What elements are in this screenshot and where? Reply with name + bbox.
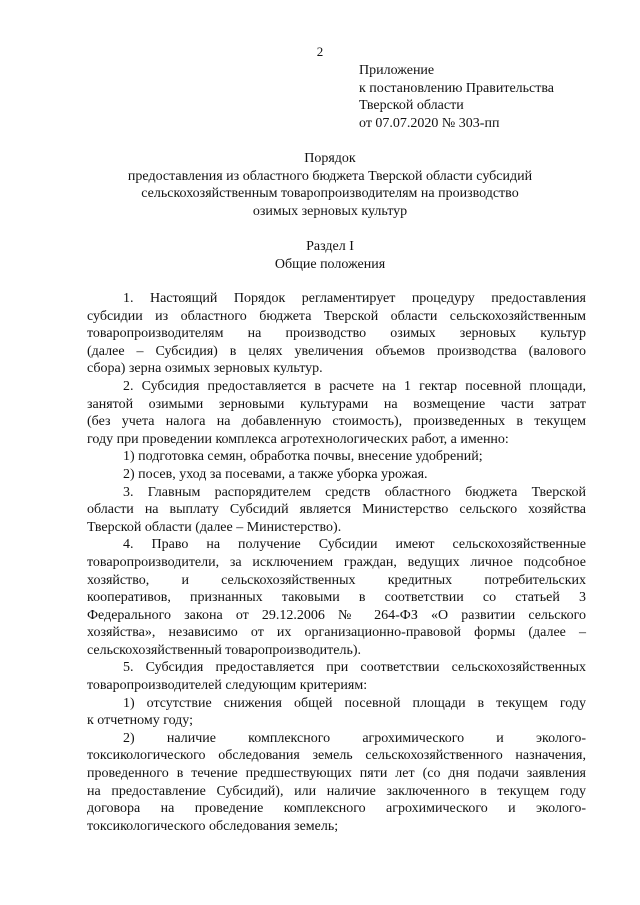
paragraph-line: (далее – Субсидия) в целях увеличения объемов производства (валового xyxy=(87,343,586,359)
paragraph-line: занятой озимыми зерновыми культурами на возмещение части затрат xyxy=(87,396,586,412)
title-line: озимых зерновых культур xyxy=(252,203,408,219)
paragraph-line: субсидии из областного бюджета Тверской области сельскохозяйственным xyxy=(87,308,586,324)
document-title xyxy=(60,150,600,220)
paragraph-line: 2) наличие комплексного агрохимического и эколого- xyxy=(123,730,586,746)
paragraph-line: договора на проведение комплексного агрохимического и эколого- xyxy=(87,801,586,817)
paragraph-line: 4. Право на получение Субсидии имеют сельскохозяйственные xyxy=(123,537,586,553)
section-number: Раздел I xyxy=(306,239,354,254)
section-heading xyxy=(60,238,600,273)
paragraph-line: хозяйство, и сельскохозяйственных кредитных потребительских xyxy=(87,572,586,588)
paragraph xyxy=(87,290,586,378)
paragraph-line: товаропроизводители, за исключением граждан, ведущих личное подсобное xyxy=(87,554,586,570)
paragraph-line: сбора) зерна озимых зерновых культур. xyxy=(87,361,323,377)
paragraph xyxy=(87,448,586,466)
title-line: предоставления из областного бюджета Тверской области субсидий xyxy=(127,168,533,184)
paragraph xyxy=(87,659,586,694)
appendix-line: Тверской области xyxy=(359,98,464,113)
paragraph-line: кооперативов, признанных таковыми в соответствии со статьей 3 xyxy=(87,590,586,606)
paragraph-line: 1) отсутствие снижения общей посевной площади в текущем году xyxy=(123,695,586,711)
appendix-line: от 07.07.2020 № 303-пп xyxy=(359,115,500,131)
paragraph-line: товаропроизводителям на производство озимых зерновых культур xyxy=(87,326,586,342)
paragraph-line: 2. Субсидия предоставляется в расчете на 1 гектар посевной площади, xyxy=(123,378,586,394)
paragraph xyxy=(87,730,586,836)
document-body xyxy=(87,290,586,835)
paragraph-line: 5. Субсидия предоставляется при соответствии сельскохозяйственных xyxy=(123,660,586,676)
paragraph-line: сельскохозяйственный товаропроизводитель). xyxy=(87,642,361,658)
paragraph-line: токсикологического обследования земель сельскохозяйственного назначения, xyxy=(87,748,586,764)
appendix-line: Приложение xyxy=(359,63,435,78)
paragraph-line: 2) посев, уход за посевами, а также уборка урожая. xyxy=(123,466,428,482)
paragraph-line: товаропроизводителей следующим критериям: xyxy=(87,678,368,694)
section-name: Общие положения xyxy=(274,256,386,272)
title-line: сельскохозяйственным товаропроизводителям на производство xyxy=(141,186,519,201)
paragraph-line: к отчетному году; xyxy=(87,713,194,729)
paragraph-line: 1. Настоящий Порядок регламентирует процедуру предоставления xyxy=(123,291,586,306)
paragraph-line: 3. Главным распорядителем средств областного бюджета Тверской xyxy=(123,484,586,500)
paragraph xyxy=(87,695,586,730)
appendix-header xyxy=(359,62,554,132)
paragraph xyxy=(87,466,586,484)
title-line: Порядок xyxy=(304,151,356,166)
paragraph-line: проведенного в течение предшествующих пяти лет (со дня подачи заявления xyxy=(87,766,586,782)
paragraph-line: области на выплату Субсидий является Министерство сельского хозяйства xyxy=(87,502,586,518)
paragraph-line: Федерального закона от 29.12.2006 № 264-ФЗ «О развитии сельского xyxy=(87,607,586,623)
page-number: 2 xyxy=(316,44,324,59)
paragraph-line: (без учета налога на добавленную стоимость), произведенных в текущем xyxy=(87,414,586,430)
appendix-line: к постановлению Правительства xyxy=(359,80,555,96)
paragraph-line: 1) подготовка семян, обработка почвы, внесение удобрений; xyxy=(123,449,483,465)
paragraph xyxy=(87,536,586,659)
paragraph-line: хозяйства», независимо от их организационно-правовой формы (далее – xyxy=(87,625,586,641)
paragraph-line: Тверской области (далее – Министерство). xyxy=(87,519,342,535)
paragraph-line: году при проведении комплекса агротехнологических работ, а именно: xyxy=(87,431,509,447)
paragraph xyxy=(87,484,586,537)
paragraph xyxy=(87,378,586,448)
paragraph-line: токсикологического обследования земель; xyxy=(87,818,339,834)
paragraph-line: на предоставление Субсидий), или наличие заключенного в текущем году xyxy=(87,783,586,799)
